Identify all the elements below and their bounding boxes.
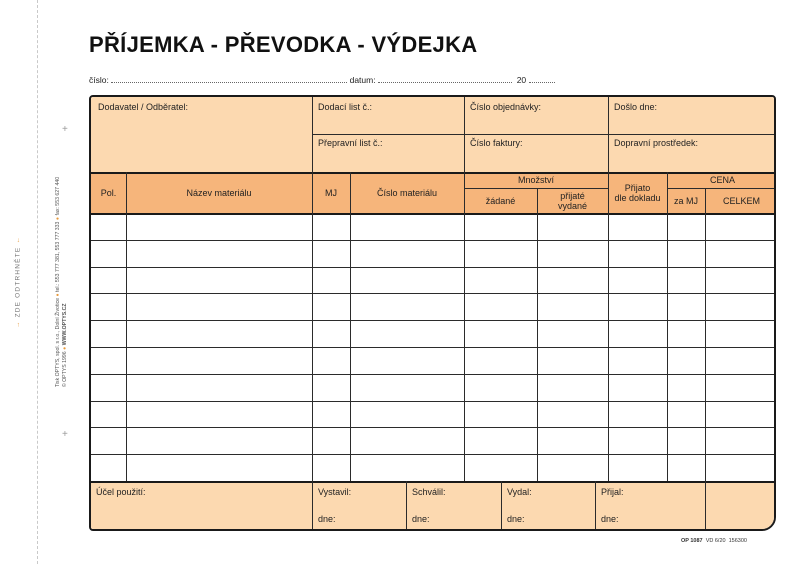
- dispensed-by-label: Vydal:: [507, 487, 532, 497]
- col-header-material-name: Název materiálu: [186, 187, 252, 198]
- date-label: dne:: [412, 514, 430, 524]
- date-label: dne:: [318, 514, 336, 524]
- rule: [501, 481, 502, 531]
- table-row: [91, 347, 776, 348]
- col-header-received-issued: [537, 188, 608, 213]
- rule: [91, 481, 776, 483]
- by-document-text: dle dokladu: [614, 192, 661, 203]
- receipt-form: [89, 95, 776, 531]
- printer-tel: tel.: 553 777 381, 553 777 333: [55, 221, 61, 292]
- number-field[interactable]: [111, 75, 347, 83]
- col-header-price: CENA: [709, 175, 735, 185]
- issued-text: vydané: [557, 200, 588, 211]
- rule: [537, 188, 538, 481]
- issued-by-label: Vystavil:: [318, 487, 352, 497]
- rule: [91, 213, 776, 215]
- rule: [406, 481, 407, 531]
- printer-imprint: [55, 177, 69, 387]
- form-code-number: OP 1087: [681, 538, 703, 544]
- form-code: [681, 538, 747, 544]
- col-header-pol: Pol.: [100, 187, 117, 198]
- punch-mark-icon: +: [62, 124, 68, 135]
- received-by-label: Přijal:: [601, 487, 624, 497]
- col-header-total: CELKEM: [722, 195, 760, 206]
- table-row: [91, 427, 776, 428]
- purpose-label: Účel použití:: [96, 487, 146, 497]
- tear-line: [37, 0, 38, 564]
- rule: [312, 134, 776, 135]
- rule: [464, 172, 465, 481]
- table-row: [91, 454, 776, 455]
- number-date-line: [89, 75, 555, 85]
- col-header-unit-price: za MJ: [673, 195, 698, 206]
- rule: [667, 172, 668, 481]
- delivery-note-label: Dodací list č.:: [318, 102, 373, 112]
- rule: [595, 481, 596, 531]
- printer-web: WWW.OPTYS.CZ: [62, 303, 68, 346]
- date-label: dne:: [507, 514, 525, 524]
- arrow-right-icon: ←: [14, 235, 22, 244]
- year-field[interactable]: [529, 75, 555, 83]
- tear-here-text: ZDE ODTRHNĚTE: [14, 246, 22, 318]
- date-label: dne:: [601, 514, 619, 524]
- invoice-number-label: Číslo faktury:: [470, 138, 523, 148]
- rule: [126, 172, 127, 481]
- received-text: přijaté: [560, 190, 585, 201]
- approved-by-label: Schválil:: [412, 487, 446, 497]
- vehicle-label: Dopravní prostředek:: [614, 138, 699, 148]
- transport-note-label: Přepravní list č.:: [318, 138, 383, 148]
- supplier-field-label: Dodavatel / Odběratel:: [98, 102, 189, 112]
- rule: [608, 172, 609, 481]
- received-by-text: Přijato: [624, 182, 651, 193]
- form-serial: 156300: [728, 538, 747, 544]
- number-label: číslo:: [89, 75, 109, 85]
- order-number-label: Číslo objednávky:: [470, 102, 542, 112]
- printer-copyright: © OPTYS 1996: [62, 351, 68, 388]
- table-row: [91, 374, 776, 375]
- col-header-unit: MJ: [325, 187, 337, 198]
- punch-mark-icon: +: [62, 429, 68, 440]
- col-header-requested: žádané: [485, 195, 516, 206]
- year-prefix: 20: [516, 75, 527, 85]
- rule: [705, 481, 706, 531]
- table-row: [91, 240, 776, 241]
- col-header-received-by-document: [608, 172, 667, 213]
- form-version: VD 6/20: [705, 538, 726, 544]
- rule: [312, 481, 313, 531]
- tear-here-label: [15, 236, 22, 328]
- date-label: datum:: [349, 75, 376, 85]
- rule: [350, 172, 351, 481]
- bullet-icon: ●: [55, 216, 61, 221]
- col-header-quantity: Množství: [517, 175, 554, 185]
- table-row: [91, 293, 776, 294]
- col-header-material-number: Číslo materiálu: [376, 187, 438, 198]
- date-field[interactable]: [378, 75, 512, 83]
- table-row: [91, 320, 776, 321]
- arrow-left-icon: →: [14, 320, 22, 329]
- received-date-label: Došlo dne:: [614, 102, 658, 112]
- rule: [312, 172, 313, 481]
- bullet-icon: ●: [62, 346, 68, 350]
- bullet-icon: ●: [55, 293, 61, 297]
- table-row: [91, 267, 776, 268]
- table-row: [91, 401, 776, 402]
- rule: [608, 97, 609, 172]
- rule: [464, 97, 465, 172]
- form-title: PŘÍJEMKA - PŘEVODKA - VÝDEJKA: [89, 32, 478, 57]
- printer-name: Tisk OPTYS, spol. s r.o., Dolní Životice: [55, 297, 61, 388]
- rule: [312, 97, 313, 172]
- printer-fax: fax: 553 627 440: [55, 176, 61, 216]
- rule: [705, 188, 706, 481]
